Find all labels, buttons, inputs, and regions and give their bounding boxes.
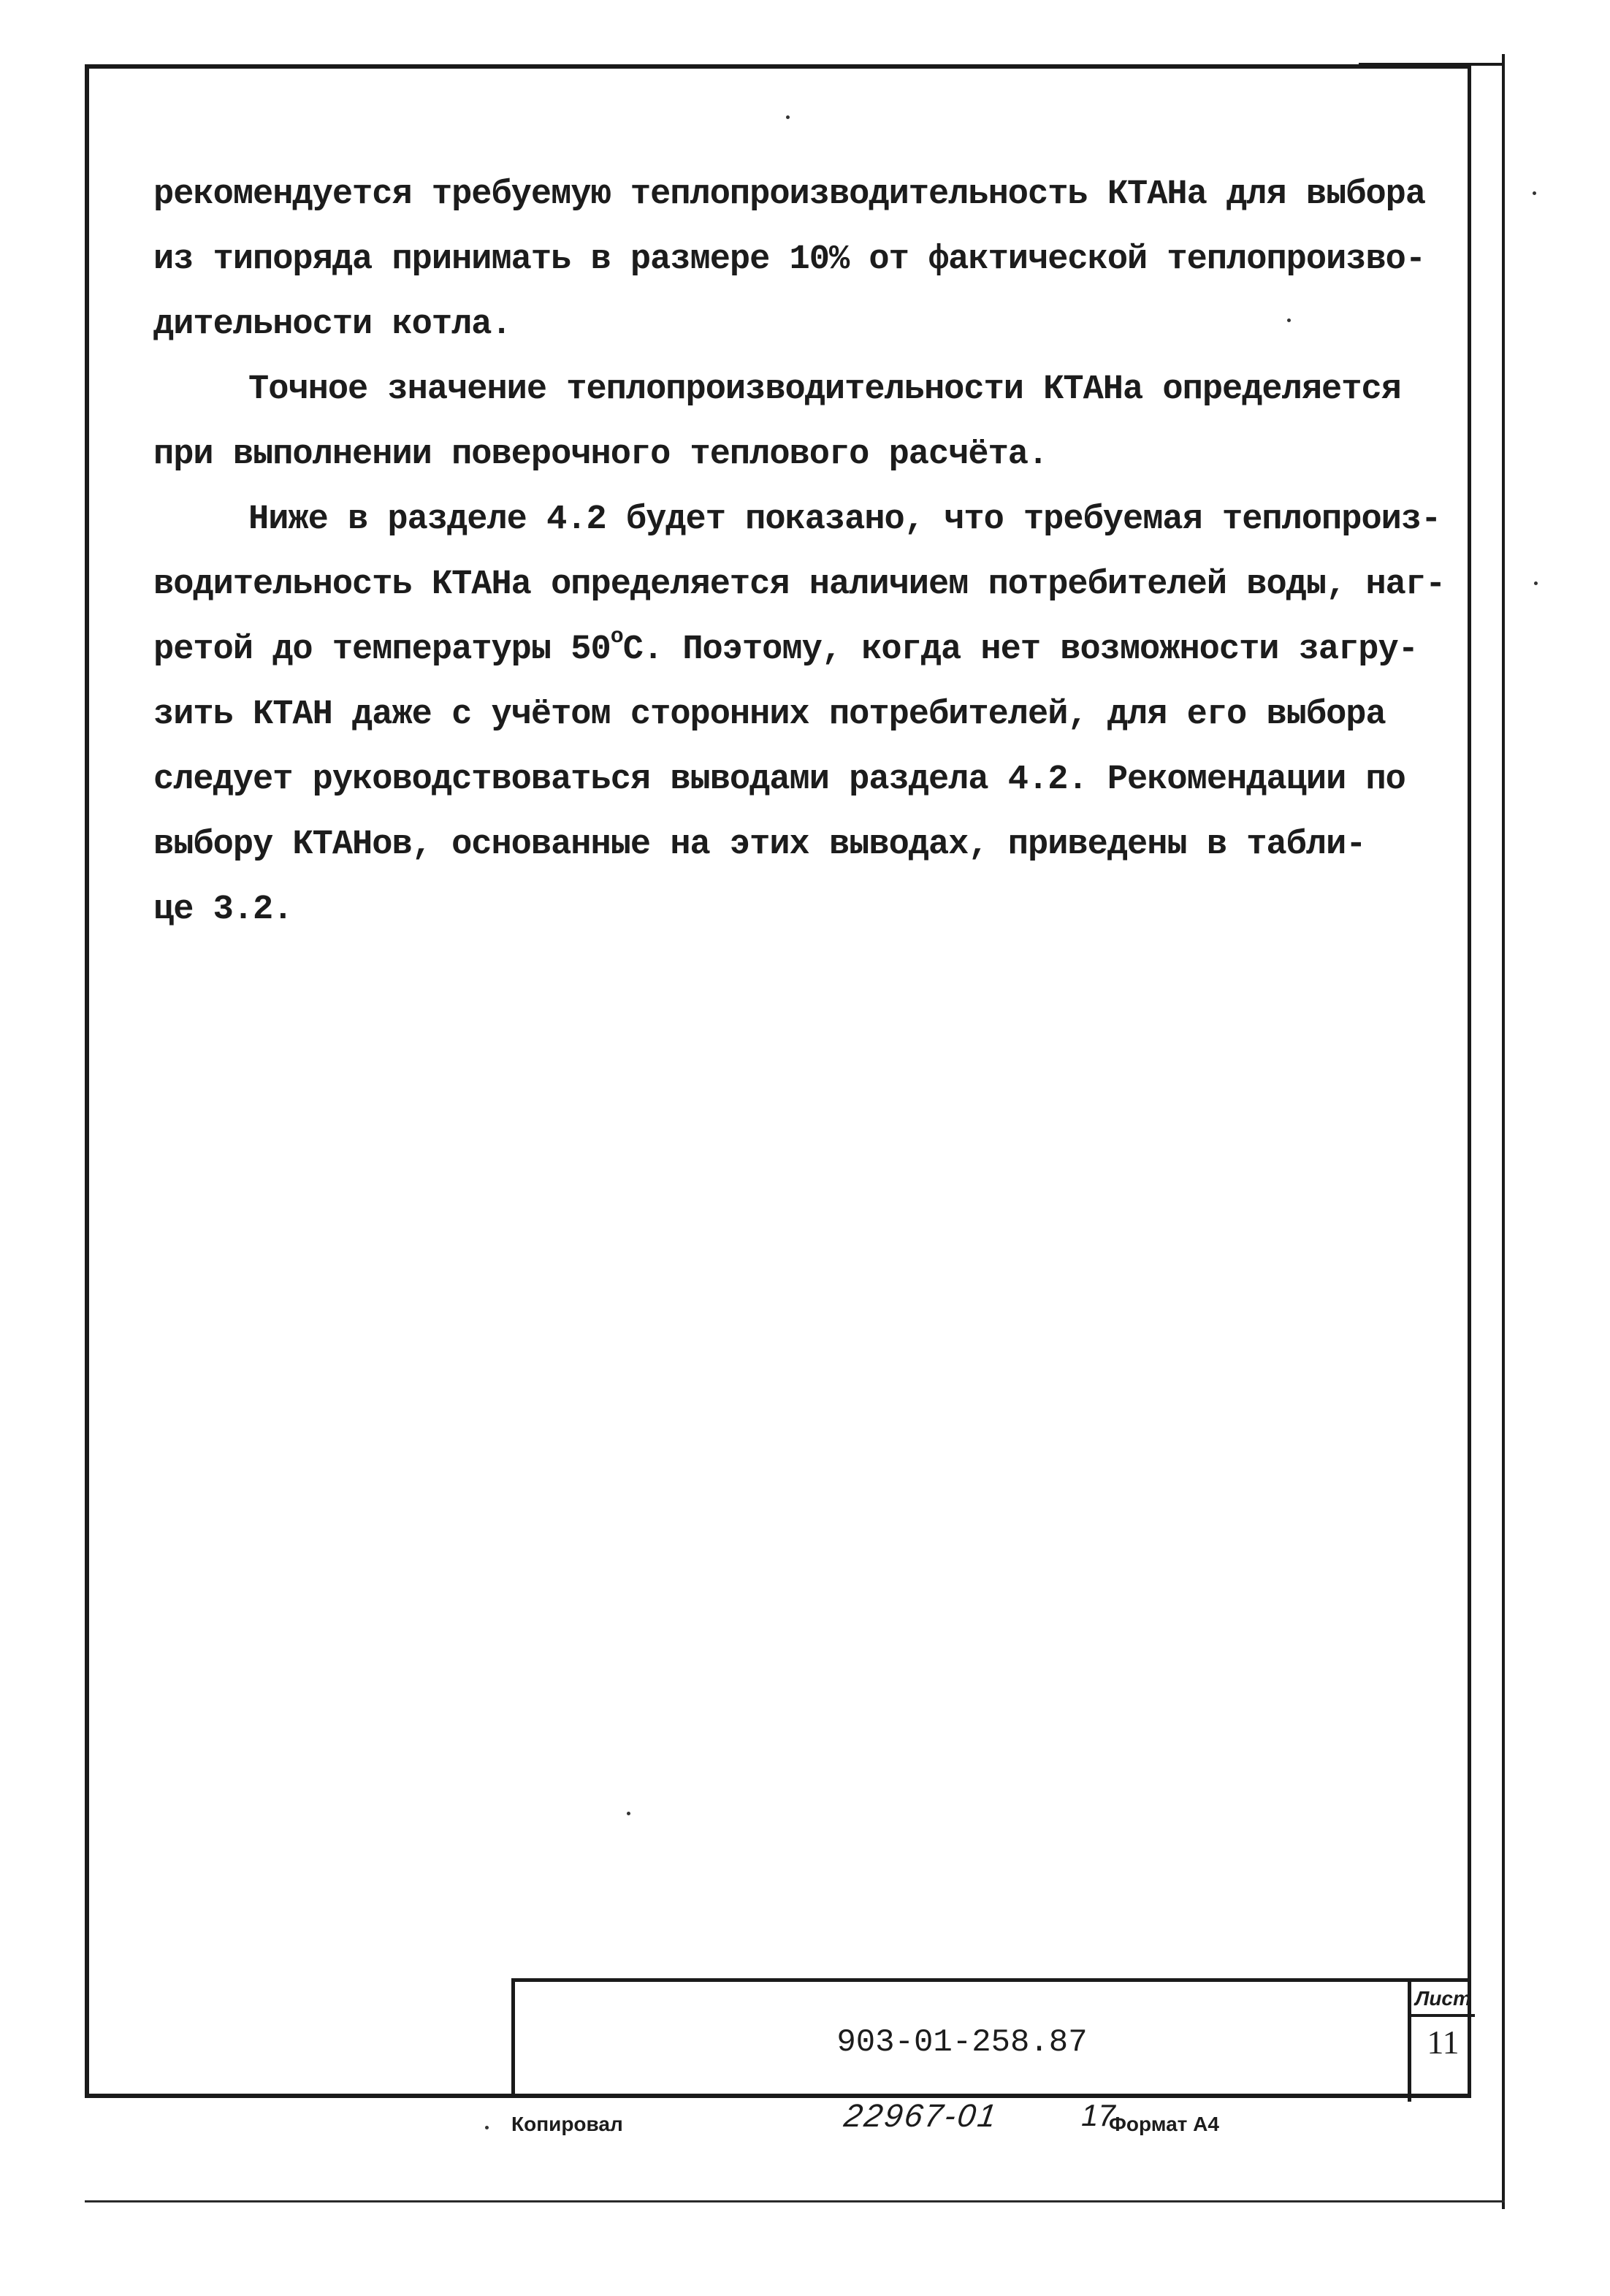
paragraph-3-line-5: следует руководствоваться выводами раздела 4.2. Рекомендации по <box>153 760 1405 799</box>
document-body <box>153 162 1446 942</box>
scan-speck <box>1534 581 1538 585</box>
paragraph-3-line-7: це 3.2. <box>153 890 293 929</box>
paragraph-3-line-3 <box>153 617 1418 682</box>
paragraph-1-line-3: дительности котла. <box>153 305 511 344</box>
paragraph-1-line-2: из типоряда принимать в размере 10% от фактической теплопроизво- <box>153 240 1426 279</box>
paragraph-1-line-1: рекомендуется требуемую теплопроизводительность КТАНа для выбора <box>153 175 1426 214</box>
sheet-label: Лист <box>1411 1983 1475 2017</box>
paragraph-2-line-1: Точное значение теплопроизводительности КТАНа определяется <box>248 370 1401 409</box>
sheet-box <box>1408 1982 1475 2102</box>
scan-speck <box>1287 319 1291 322</box>
paragraph-2-line-2: при выполнении поверочного теплового расчёта. <box>153 435 1048 474</box>
paragraph-3-line-6: выбору КТАНов, основанные на этих выводах, приведены в табли- <box>153 825 1366 864</box>
archive-stamp-number: 22967-01 <box>842 2098 1001 2134</box>
paragraph-3-line-1: Ниже в разделе 4.2 будет показано, что требуемая теплопроиз- <box>248 500 1441 539</box>
format-label: Формат А4 <box>1109 2113 1219 2135</box>
paragraph-3-line-3-end: С. Поэтому, когда нет возможности загру- <box>622 630 1418 669</box>
scan-speck <box>627 1812 630 1815</box>
outer-frame-right-edge <box>1502 54 1505 2209</box>
footer-sheet-number: 17 <box>1081 2098 1115 2132</box>
paragraph-3-line-2: водительность КТАНа определяется наличием потребителей воды, наг- <box>153 565 1446 604</box>
scan-speck <box>786 115 790 119</box>
copied-by-label: Копировал <box>511 2113 623 2135</box>
document-code: 903-01-258.87 <box>836 2024 1088 2061</box>
title-block <box>511 1978 1471 2098</box>
sheet-number: 11 <box>1427 2024 1460 2061</box>
paragraph-3-line-4: зить КТАН даже с учётом сторонних потребителей, для его выбора <box>153 695 1386 734</box>
paragraph-3-line-3-start: ретой до температуры 50 <box>153 630 611 669</box>
outer-frame-top-edge <box>1359 63 1505 66</box>
degree-superscript: o <box>610 625 623 649</box>
scan-speck <box>1533 191 1536 195</box>
scan-speck <box>485 2126 489 2129</box>
outer-frame-bottom-edge <box>85 2200 1505 2202</box>
